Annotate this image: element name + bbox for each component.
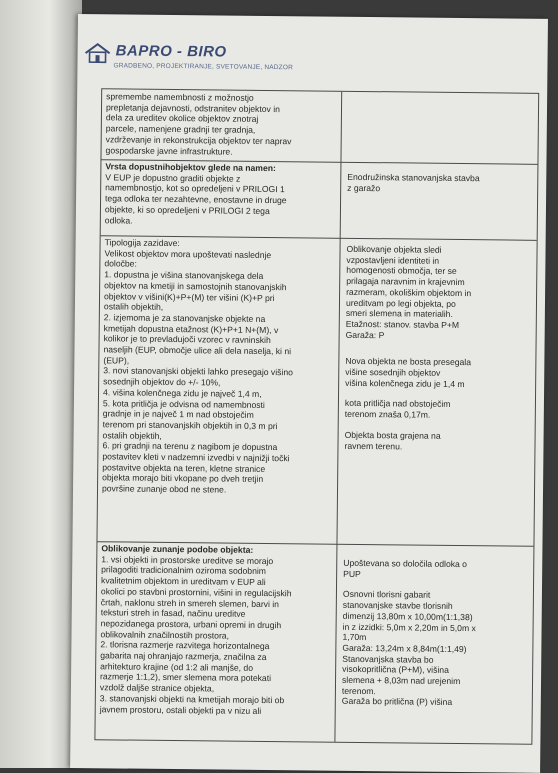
cell-line: 1. dopustna je višina stanovanjskega dela (104, 269, 264, 282)
requirement-cell (95, 541, 337, 742)
cell-line: objektov na kmetiji in samostojnih stanovanjskih (104, 280, 287, 293)
cell-line: dimenzij 13,80m x 10,00m(1:1,38) (342, 610, 473, 622)
cell-line: naseljih (EUP, območje ulice ali dela naselja, ki ni (103, 344, 292, 357)
cell-line: javnem prostoru, ostali objekti pa v nizu ali (99, 703, 262, 716)
cell-line: Nova objekta ne bosta presegala (345, 356, 472, 368)
cell-line: postavitev kleti v nadzemni izvedbi v najnižji točki (102, 451, 290, 464)
cell-line (345, 340, 531, 358)
table-row (101, 89, 538, 165)
cell-line: določbe: (104, 258, 137, 270)
company-name: BAPRO - BIRO (115, 42, 227, 61)
cell-line: terenom znaša 0,17m. (344, 408, 431, 420)
cell-line: razmeram, okoliškim objektom in (346, 286, 472, 298)
cell-line: arhitekturo krajine (od 1:2 ali manjše, do (100, 661, 254, 673)
cell-line: nepozidanega prostora, urbani opremi in drugih (100, 618, 282, 631)
cell-line: dela za ureditev okolice objektov znotraj (105, 112, 259, 125)
cell-line: vzpostavljeni identiteti in (346, 254, 440, 266)
requirement-cell (101, 159, 342, 238)
cell-line: Oblikovanje objekta sledi (346, 243, 442, 255)
cell-line: razmerje 1:1,2), smer slemena mora potekati (100, 671, 272, 684)
cell-line: Garaža: P (345, 329, 385, 340)
compliance-cell (341, 162, 538, 240)
cell-line: Objekta bosta grajena na (344, 429, 441, 441)
cell-line: objektov v višini(K)+P+(M) ter višini (K)+P pri (103, 290, 275, 303)
section-title: Vrsta dopustnihobjektov glede na namen: (105, 161, 276, 174)
company-tagline: GRADBENO, PROJEKTIRANJE, SVETOVANJE, NADZOR (113, 62, 294, 72)
cell-line: vzdrževanje in rekonstrukcija objektov ter naprav (105, 134, 292, 147)
table-row (101, 159, 538, 241)
cell-line: 2. tlorisna razmerje razvitega horizontalnega (100, 639, 270, 652)
cell-line: terenom. (341, 685, 376, 696)
cell-line: Etažnost: stanov. stavba P+M (345, 318, 460, 330)
cell-line: postavitve objekta na teren, kletne stranice (102, 462, 266, 474)
cell-line: Osnovni tlorisni gabarit (342, 589, 431, 601)
cell-line: V EUP je dopustno graditi objekte z (105, 171, 241, 184)
cell-line: Upoštevana so določila odloka o (343, 557, 468, 570)
compliance-cell (341, 92, 538, 164)
cell-line: Garaža: 13,24m x 8,84m(1:1,49) (342, 642, 467, 655)
cell-line: (EUP), (103, 355, 130, 366)
cell-line: odloka. (104, 214, 133, 226)
cell-line: smeri slemena in materialih. (345, 308, 453, 320)
cell-line: prilagoditi tradicionalnim oziroma sodobnim (101, 564, 267, 577)
letterhead (83, 40, 343, 77)
compliance-cell (337, 238, 536, 546)
cell-line: spremembe namembnosti z možnostjo (106, 91, 254, 103)
compliance-cell (335, 544, 533, 744)
cell-line: 3. stanovanjski objekti na kmetijah morajo biti ob (99, 693, 285, 706)
adjacent-page-edge (0, 0, 82, 768)
cell-line: visokopritlična (P+M), višina (342, 664, 449, 676)
cell-line: prepletanja dejavnosti, odstranitev objektov in (105, 102, 280, 114)
section-title: Tipologija zazidave: (104, 237, 180, 249)
cell-line: ravnem terenu. (344, 440, 403, 451)
cell-line: višina kolenčnega zidu je 1,4 m (345, 377, 465, 389)
cell-line: PUP (343, 568, 361, 579)
cell-line: vzdolž daljše stranice objekta, (99, 682, 215, 694)
document-page (70, 14, 548, 773)
cell-line: gospodarske javne infrastrukture. (105, 144, 233, 157)
requirement-cell (97, 235, 340, 543)
cell-line: homogenosti območja, ter se (346, 265, 457, 277)
cell-line: Garaža bo pritlična (P) višina (341, 696, 453, 708)
cell-line: 2. izjemoma je za stanovanjske objekte na (103, 312, 266, 324)
cell-line: slemena + 8,03m nad urejenim (341, 674, 461, 687)
cell-line: z garažo (347, 182, 381, 193)
cell-line: 5. kota pritličja je odvisna od namembnosti (102, 397, 265, 410)
cell-line: ostalih objektih, (103, 301, 164, 313)
requirement-cell (101, 89, 342, 162)
specification-table (94, 88, 539, 745)
cell-line: 6. pri gradnji na terenu z nagibom je dopustna (102, 440, 278, 453)
cell-line: okolici po stavbni prostornini, višini in regulacijskih (100, 586, 292, 599)
cell-line: stanovanjske stavbe tlorisnih (342, 599, 453, 612)
cell-line: Stanovanjska stavba bo (342, 653, 434, 665)
cell-line: objekta morajo biti vkopane po dveh tretjin (102, 472, 264, 485)
table-row (97, 235, 536, 547)
cell-line: Velikost objektov mora upoštevati naslednje (104, 247, 272, 260)
table-row (95, 541, 533, 744)
cell-line: 1. vsi objekti in prostorske ureditve se morajo (101, 553, 274, 566)
cell-line: kolikor je to prevladujoči vzorec v ravninskih (103, 333, 271, 346)
cell-line: teksturi streh in fasad, načinu ureditve (100, 607, 246, 620)
cell-line: prilagaja naravnim in krajevnim (346, 275, 465, 288)
cell-line: in z izzidki: 5,0m x 2,20m in 5,0m x (342, 621, 476, 633)
cell-line: tega odloka ter nezahtevne, enostavne in druge (105, 193, 287, 206)
cell-line: parcele, namenjene gradnji ter gradnja, (105, 123, 256, 135)
cell-line: gabarita naj ohranjajo razmerja, značilna za (100, 650, 267, 663)
cell-line: 1,70m (342, 632, 367, 643)
cell-line: ureditvam po legi objekta, po (345, 297, 456, 309)
cell-line: sosednjih objektov do +/- 10%, (103, 376, 221, 388)
cell-line: gradnje in je največ 1 m nad obstoječim (102, 408, 254, 421)
cell-line: 4. višina kolenčnega zidu je največ 1,4 m, (102, 387, 262, 399)
cell-line: višine sosednjih objektov (345, 366, 441, 378)
section-title: Oblikovanje zunanje podobe objekta: (101, 543, 254, 555)
house-logo-icon (83, 42, 111, 64)
cell-line: kmetijah dopustna etažnost (K)+P+1 N+(M), v (103, 322, 279, 335)
cell-line: objekte, ki so opredeljeni v PRILOGI 2 tega (104, 204, 270, 216)
cell-line: ostalih objektih, (102, 429, 162, 441)
cell-line: površine zunanje obod ne stene. (101, 483, 227, 495)
cell-line: kota pritličja nad obstoječim (344, 398, 451, 410)
cell-line: 3. novi stanovanjski objekti lahko presegajo višino (103, 365, 293, 378)
cell-line: namembnostjo, kot so opredeljeni v PRILOGI 1 (105, 182, 285, 195)
cell-line: kvalitetnim objektom in ureditvam v EUP ali (101, 575, 266, 588)
cell-line: terenom pri stanovanjskih objektih in 0,3 m pri (102, 419, 278, 432)
cell-line: oblikovalnih značilnostih prostora, (100, 628, 230, 641)
cell-line: črtah, naklonu streh in smereh slemen, barvi in (100, 596, 280, 609)
cell-line: Enodružinska stanovanjska stavba (347, 171, 480, 184)
